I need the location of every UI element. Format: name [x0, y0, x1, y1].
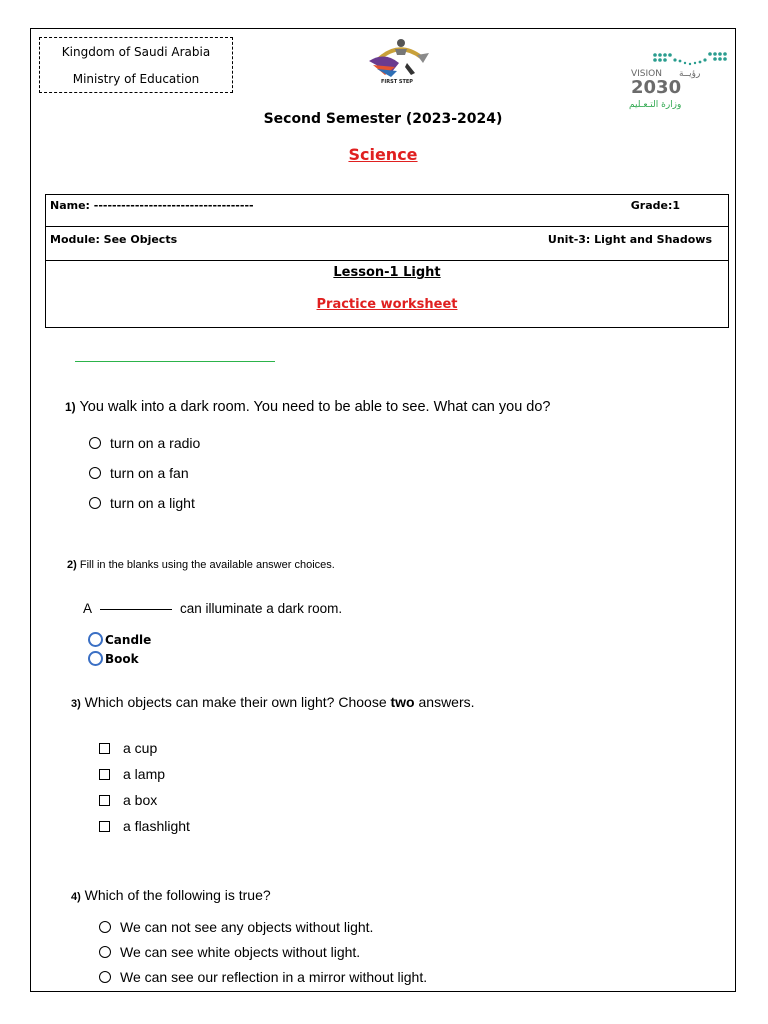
radio-circle-icon[interactable] [89, 497, 101, 509]
q4-option-1[interactable] [99, 919, 373, 935]
checkbox-icon[interactable] [99, 769, 110, 780]
question-3-text: Which objects can make their own light? Choose [84, 694, 387, 710]
radio-circle-icon[interactable] [88, 632, 103, 647]
q1-option-3-label: turn on a light [110, 495, 195, 511]
q3-option-4[interactable] [99, 818, 190, 834]
module-field: Module: See Objects [50, 233, 178, 246]
unit-field: Unit-3: Light and Shadows [547, 233, 712, 246]
fill-in-blank[interactable] [100, 609, 172, 610]
q2-sentence-end: can illuminate a dark room. [180, 601, 343, 616]
green-divider [75, 361, 275, 362]
checkbox-icon[interactable] [99, 795, 110, 806]
q3-option-2-label: a lamp [123, 766, 166, 782]
q1-option-1-label: turn on a radio [110, 435, 201, 451]
q3-option-3[interactable] [99, 792, 157, 808]
vision-arabic: رؤيــة [679, 69, 701, 79]
q4-option-2-label: We can see white objects without light. [120, 944, 361, 960]
question-4 [71, 887, 271, 903]
semester-title: Second Semester (2023-2024) [263, 111, 503, 127]
q1-option-1[interactable] [89, 435, 200, 451]
q4-option-3-label: We can see our reflection in a mirror without light. [120, 969, 428, 985]
question-1 [65, 399, 551, 415]
question-3 [71, 694, 475, 710]
q4-option-1-label: We can not see any objects without light. [120, 919, 374, 935]
radio-circle-icon[interactable] [89, 437, 101, 449]
info-row-module [46, 227, 728, 261]
grade-field: Grade:1 [630, 199, 680, 212]
question-4-number: 4) [71, 891, 81, 903]
question-2-number: 2) [67, 559, 77, 571]
radio-circle-icon[interactable] [99, 971, 111, 983]
question-3-number: 3) [71, 698, 81, 710]
practice-title: Practice worksheet [316, 297, 458, 312]
ministry-line-1: Kingdom of Saudi Arabia [61, 45, 211, 59]
student-info-table [45, 194, 729, 328]
vision-year: 2030 [631, 77, 682, 98]
radio-circle-icon[interactable] [89, 467, 101, 479]
q3-option-3-label: a box [123, 792, 158, 808]
q2-sentence [83, 601, 342, 616]
q1-option-3[interactable] [89, 495, 195, 511]
lesson-title: Lesson-1 Light [333, 265, 441, 280]
radio-circle-icon[interactable] [99, 921, 111, 933]
q2-option-2[interactable] [88, 651, 139, 666]
question-2-text: Fill in the blanks using the available answer choices. [79, 559, 335, 571]
radio-circle-icon[interactable] [99, 946, 111, 958]
info-row-name [46, 195, 728, 227]
worksheet-page [30, 28, 736, 992]
q3-option-2[interactable] [99, 766, 165, 782]
first-step-logo [355, 33, 439, 85]
question-1-number: 1) [65, 400, 76, 414]
q3-option-4-label: a flashlight [123, 818, 190, 834]
ministry-box [39, 37, 233, 93]
q1-option-2-label: turn on a fan [110, 465, 189, 481]
question-3-bold-word: two [390, 694, 415, 710]
first-step-logo-text: FIRST STEP [381, 79, 413, 85]
checkbox-icon[interactable] [99, 743, 110, 754]
q2-option-1-label: Candle [105, 632, 152, 647]
q2-option-1[interactable] [88, 632, 151, 647]
q3-option-1[interactable] [99, 740, 157, 756]
vision-2030-logo [627, 49, 731, 111]
q4-option-3[interactable] [99, 969, 427, 985]
vision-word: VISION [631, 69, 662, 79]
radio-circle-icon[interactable] [88, 651, 103, 666]
q4-option-2[interactable] [99, 944, 360, 960]
q3-option-1-label: a cup [123, 740, 158, 756]
question-3-text-end: answers. [418, 694, 475, 710]
question-4-text: Which of the following is true? [84, 887, 271, 903]
ministry-arabic: وزارة التـعـليم [629, 100, 682, 110]
q2-sentence-start: A [83, 601, 93, 616]
question-1-text: You walk into a dark room. You need to be able to see. What can you do? [79, 399, 551, 415]
q1-option-2[interactable] [89, 465, 189, 481]
checkbox-icon[interactable] [99, 821, 110, 832]
subject-title: Science [348, 145, 418, 164]
name-field: Name: ----------------------------------- [50, 199, 254, 212]
q2-option-2-label: Book [105, 651, 139, 666]
question-2 [67, 559, 335, 571]
ministry-line-2: Ministry of Education [72, 72, 200, 86]
